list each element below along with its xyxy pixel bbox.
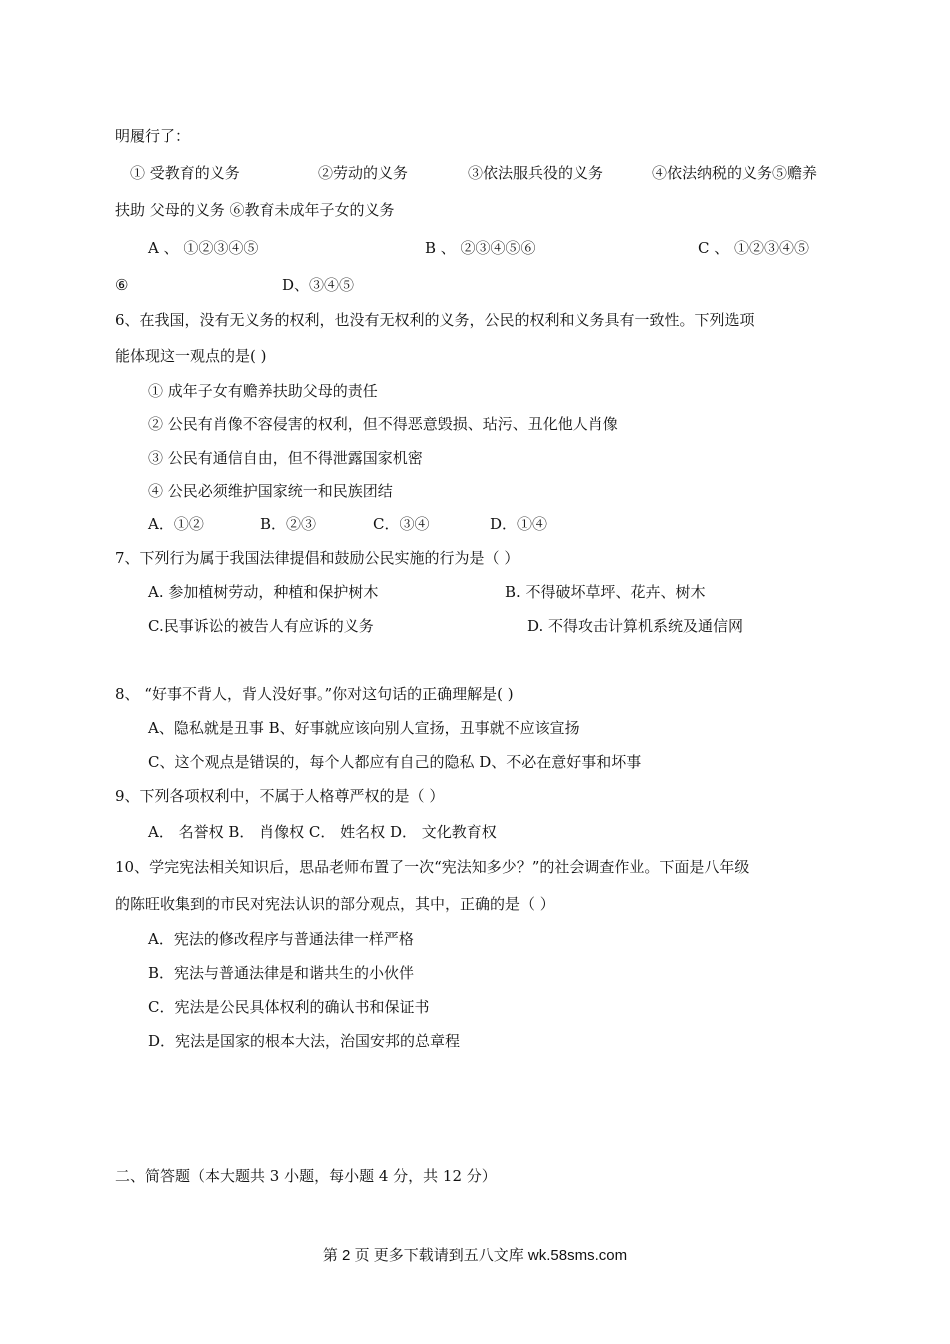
q6-item-3: ③ 公民有通信自由，但不得泄露国家机密: [148, 449, 423, 467]
q6-stem-line1: 6、在我国，没有无义务的权利，也没有无权利的义务，公民的权利和义务具有一致性。下列选项: [115, 311, 755, 329]
section-2-heading: 二、简答题（本大题共 3 小题，每小题 4 分，共 12 分）: [115, 1167, 497, 1185]
q5-option-a: A 、 ①②③④⑤: [148, 239, 259, 257]
q6-option-b: B．②③: [260, 515, 317, 533]
q6-option-a: A．①②: [148, 515, 204, 533]
q6-option-c: C．③④: [373, 515, 430, 533]
q5-item-4: ④依法纳税的义务⑤赡养: [652, 164, 818, 182]
q8-stem: 8、 “好事不背人，背人没好事。”你对这句话的正确理解是( ): [115, 685, 514, 703]
q10-option-c: C．宪法是公民具体权利的确认书和保证书: [148, 998, 430, 1016]
q5-item-2: ②劳动的义务: [318, 164, 409, 182]
q6-item-2: ② 公民有肖像不容侵害的权利，但不得恶意毁损、玷污、丑化他人肖像: [148, 415, 618, 433]
q5-option-c-continuation: ⑥: [115, 276, 129, 294]
q5-item-3: ③依法服兵役的义务: [468, 164, 604, 182]
q7-option-c: C.民事诉讼的被告人有应诉的义务: [148, 617, 374, 635]
q10-stem-line1: 10、学完宪法相关知识后，思品老师布置了一次“宪法知多少？”的社会调查作业。下面是八年级: [115, 858, 750, 876]
q6-item-4: ④ 公民必须维护国家统一和民族团结: [148, 482, 393, 500]
q9-options: A． 名誉权 B． 肖像权 C． 姓名权 D． 文化教育权: [148, 823, 497, 841]
q9-stem: 9、下列各项权利中，不属于人格尊严权的是（ ）: [115, 787, 445, 805]
q7-option-a: A. 参加植树劳动，种植和保护树木: [148, 583, 379, 601]
q6-item-1: ① 成年子女有赡养扶助父母的责任: [148, 382, 378, 400]
q5-continuation-text: 明履行了：: [115, 127, 191, 145]
q10-option-d: D．宪法是国家的根本大法，治国安邦的总章程: [148, 1032, 461, 1050]
q6-option-d: D．①④: [490, 515, 548, 533]
page-footer: 第 2 页 更多下载请到五八文库 wk.58sms.com: [322, 1247, 628, 1264]
q10-option-b: B．宪法与普通法律是和谐共生的小伙伴: [148, 964, 415, 982]
q7-stem: 7、下列行为属于我国法律提倡和鼓励公民实施的行为是（ ）: [115, 549, 520, 567]
q5-option-c: C 、 ①②③④⑤: [698, 239, 810, 257]
q5-option-b: B 、 ②③④⑤⑥: [425, 239, 536, 257]
q7-option-d: D. 不得攻击计算机系统及通信网: [527, 617, 744, 635]
q10-option-a: A．宪法的修改程序与普通法律一样严格: [148, 930, 414, 948]
q7-option-b: B. 不得破坏草坪、花卉、树木: [505, 583, 706, 601]
q5-item-1: ① 受教育的义务: [130, 164, 240, 182]
q8-options-ab: A、隐私就是丑事 B、好事就应该向别人宣扬，丑事就不应该宣扬: [148, 719, 580, 737]
q10-stem-line2: 的陈旺收集到的市民对宪法认识的部分观点，其中，正确的是（ ）: [115, 895, 555, 913]
q5-item-continuation: 扶助 父母的义务 ⑥教育未成年子女的义务: [115, 201, 395, 219]
q6-stem-line2: 能体现这一观点的是( ): [115, 347, 267, 365]
q8-options-cd: C、这个观点是错误的，每个人都应有自己的隐私 D、不必在意好事和坏事: [148, 753, 642, 771]
q5-option-d: D、③④⑤: [282, 276, 355, 294]
